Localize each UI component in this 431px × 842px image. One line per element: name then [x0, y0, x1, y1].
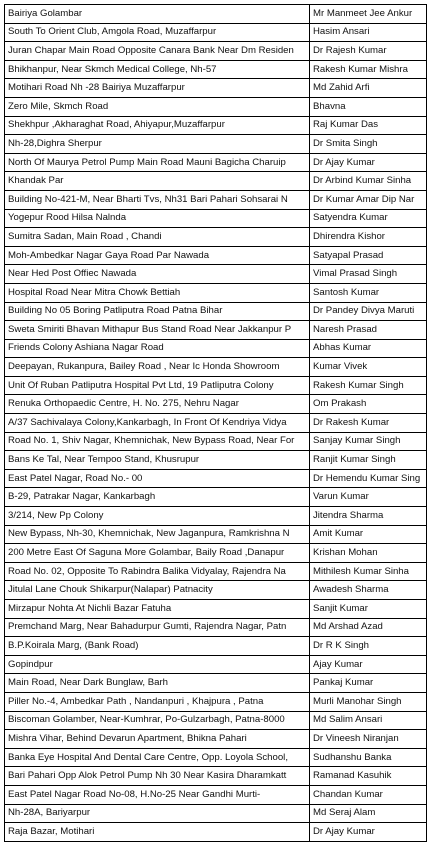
table-row — [5, 302, 427, 321]
contact-name-cell: Sanjit Kumar — [310, 600, 427, 619]
address-cell: Bans Ke Tal, Near Tempoo Stand, Khusrupur — [5, 451, 310, 470]
address-cell: Road No. 02, Opposite To Rabindra Balika Vidyalay, Rajendra Na — [5, 562, 310, 581]
table-row — [5, 432, 427, 451]
table-row — [5, 748, 427, 767]
address-cell: Building No-421-M, Near Bharti Tvs, Nh31 Bari Pahari Sohsarai N — [5, 190, 310, 209]
table-row — [5, 246, 427, 265]
contact-name-cell: Hasim Ansari — [310, 23, 427, 42]
table-row — [5, 153, 427, 172]
table-row — [5, 376, 427, 395]
table-row — [5, 228, 427, 247]
contact-name-cell: Sanjay Kumar Singh — [310, 432, 427, 451]
contact-name-cell: Abhas Kumar — [310, 339, 427, 358]
contact-name-cell: Dr Hemendu Kumar Sing — [310, 469, 427, 488]
address-cell: Bairiya Golambar — [5, 5, 310, 24]
contact-name-cell: Murli Manohar Singh — [310, 692, 427, 711]
contact-name-cell: Dr Smita Singh — [310, 135, 427, 154]
contact-name-cell: Sudhanshu Banka — [310, 748, 427, 767]
address-cell: Yogepur Rood Hilsa Nalnda — [5, 209, 310, 228]
table-row — [5, 339, 427, 358]
contact-name-cell: Ranjit Kumar Singh — [310, 451, 427, 470]
table-row — [5, 190, 427, 209]
table-row — [5, 618, 427, 637]
table-row — [5, 488, 427, 507]
table-row — [5, 172, 427, 191]
table-row — [5, 600, 427, 619]
contact-name-cell: Awadesh Sharma — [310, 581, 427, 600]
contact-name-cell: Bhavna — [310, 97, 427, 116]
address-cell: Sweta Smiriti Bhavan Mithapur Bus Stand Road Near Jakkanpur P — [5, 321, 310, 340]
table-row — [5, 451, 427, 470]
table-row — [5, 414, 427, 433]
contact-name-cell: Md Salim Ansari — [310, 711, 427, 730]
address-cell: A/37 Sachivalaya Colony,Kankarbagh, In Front Of Kendriya Vidya — [5, 414, 310, 433]
contact-name-cell: Mithilesh Kumar Sinha — [310, 562, 427, 581]
table-row — [5, 804, 427, 823]
address-cell: Khandak Par — [5, 172, 310, 191]
table-row — [5, 637, 427, 656]
table-row — [5, 60, 427, 79]
table-body — [5, 5, 427, 842]
address-cell: Near Hed Post Offiec Nawada — [5, 265, 310, 284]
address-cell: Main Road, Near Dark Bunglaw, Barh — [5, 674, 310, 693]
contact-name-cell: Pankaj Kumar — [310, 674, 427, 693]
contact-name-cell: Dr Ajay Kumar — [310, 823, 427, 842]
address-cell: North Of Maurya Petrol Pump Main Road Mauni Bagicha Charuip — [5, 153, 310, 172]
table-row — [5, 525, 427, 544]
contact-name-cell: Chandan Kumar — [310, 785, 427, 804]
table-row — [5, 730, 427, 749]
table-row — [5, 692, 427, 711]
contact-name-cell: Ramanad Kasuhik — [310, 767, 427, 786]
table-row — [5, 767, 427, 786]
table-row — [5, 79, 427, 98]
contact-name-cell: Satyendra Kumar — [310, 209, 427, 228]
table-row — [5, 42, 427, 61]
address-cell: East Patel Nagar Road No-08, H.No-25 Near Gandhi Murti- — [5, 785, 310, 804]
address-cell: South To Orient Club, Amgola Road, Muzaffarpur — [5, 23, 310, 42]
address-cell: Zero Mile, Skmch Road — [5, 97, 310, 116]
contact-name-cell: Md Zahid Arfi — [310, 79, 427, 98]
contact-name-cell: Kumar Vivek — [310, 358, 427, 377]
address-cell: Juran Chapar Main Road Opposite Canara Bank Near Dm Residen — [5, 42, 310, 61]
table-row — [5, 674, 427, 693]
contact-name-cell: Krishan Mohan — [310, 544, 427, 563]
address-cell: 200 Metre East Of Saguna More Golambar, Baily Road ,Danapur — [5, 544, 310, 563]
address-cell: Raja Bazar, Motihari — [5, 823, 310, 842]
table-row — [5, 5, 427, 24]
address-contact-table — [4, 4, 427, 842]
address-cell: Building No 05 Boring Patliputra Road Patna Bihar — [5, 302, 310, 321]
address-cell: Bari Pahari Opp Alok Petrol Pump Nh 30 Near Kasira Dharamkatt — [5, 767, 310, 786]
table-row — [5, 469, 427, 488]
address-cell: Bhikhanpur, Near Skmch Medical College, Nh-57 — [5, 60, 310, 79]
address-cell: Mirzapur Nohta At Nichli Bazar Fatuha — [5, 600, 310, 619]
contact-name-cell: Amit Kumar — [310, 525, 427, 544]
table-row — [5, 116, 427, 135]
contact-name-cell: Dr Pandey Divya Maruti — [310, 302, 427, 321]
table-row — [5, 209, 427, 228]
table-row — [5, 358, 427, 377]
table-row — [5, 283, 427, 302]
address-cell: Shekhpur ,Akharaghat Road, Ahiyapur,Muzaffarpur — [5, 116, 310, 135]
table-row — [5, 321, 427, 340]
address-cell: B.P.Koirala Marg, (Bank Road) — [5, 637, 310, 656]
contact-name-cell: Dr Vineesh Niranjan — [310, 730, 427, 749]
contact-name-cell: Varun Kumar — [310, 488, 427, 507]
address-cell: Banka Eye Hospital And Dental Care Centre, Opp. Loyola School, — [5, 748, 310, 767]
address-cell: Gopindpur — [5, 655, 310, 674]
contact-name-cell: Naresh Prasad — [310, 321, 427, 340]
table-row — [5, 97, 427, 116]
contact-name-cell: Rakesh Kumar Singh — [310, 376, 427, 395]
table-row — [5, 655, 427, 674]
table-row — [5, 544, 427, 563]
table-row — [5, 711, 427, 730]
address-cell: Moh-Ambedkar Nagar Gaya Road Par Nawada — [5, 246, 310, 265]
address-cell: Jitulal Lane Chouk Shikarpur(Nalapar) Patnacity — [5, 581, 310, 600]
contact-name-cell: Vimal Prasad Singh — [310, 265, 427, 284]
contact-name-cell: Md Seraj Alam — [310, 804, 427, 823]
contact-name-cell: Om Prakash — [310, 395, 427, 414]
table-row — [5, 265, 427, 284]
table-row — [5, 395, 427, 414]
address-cell: Unit Of Ruban Patliputra Hospital Pvt Ltd, 19 Patliputra Colony — [5, 376, 310, 395]
address-cell: Nh-28,Dighra Sherpur — [5, 135, 310, 154]
address-cell: 3/214, New Pp Colony — [5, 507, 310, 526]
contact-name-cell: Dr Kumar Amar Dip Nar — [310, 190, 427, 209]
contact-name-cell: Jitendra Sharma — [310, 507, 427, 526]
contact-name-cell: Satyapal Prasad — [310, 246, 427, 265]
address-cell: Road No. 1, Shiv Nagar, Khemnichak, New Bypass Road, Near For — [5, 432, 310, 451]
contact-name-cell: Dr R K Singh — [310, 637, 427, 656]
contact-name-cell: Dhirendra Kishor — [310, 228, 427, 247]
contact-name-cell: Dr Rajesh Kumar — [310, 42, 427, 61]
contact-name-cell: Dr Ajay Kumar — [310, 153, 427, 172]
table-row — [5, 507, 427, 526]
table-row — [5, 23, 427, 42]
address-cell: East Patel Nagar, Road No.- 00 — [5, 469, 310, 488]
contact-name-cell: Dr Arbind Kumar Sinha — [310, 172, 427, 191]
address-cell: B-29, Patrakar Nagar, Kankarbagh — [5, 488, 310, 507]
contact-name-cell: Raj Kumar Das — [310, 116, 427, 135]
address-cell: Hospital Road Near Mitra Chowk Bettiah — [5, 283, 310, 302]
address-cell: Mishra Vihar, Behind Devarun Apartment, Bhikna Pahari — [5, 730, 310, 749]
address-cell: Deepayan, Rukanpura, Bailey Road , Near Ic Honda Showroom — [5, 358, 310, 377]
contact-name-cell: Md Arshad Azad — [310, 618, 427, 637]
table-row — [5, 823, 427, 842]
table-row — [5, 562, 427, 581]
table-row — [5, 581, 427, 600]
address-cell: Sumitra Sadan, Main Road , Chandi — [5, 228, 310, 247]
table-row — [5, 785, 427, 804]
contact-name-cell: Rakesh Kumar Mishra — [310, 60, 427, 79]
address-cell: Renuka Orthopaedic Centre, H. No. 275, Nehru Nagar — [5, 395, 310, 414]
address-cell: Friends Colony Ashiana Nagar Road — [5, 339, 310, 358]
address-cell: Motihari Road Nh -28 Bairiya Muzaffarpur — [5, 79, 310, 98]
contact-name-cell: Mr Manmeet Jee Ankur — [310, 5, 427, 24]
address-cell: Nh-28A, Bariyarpur — [5, 804, 310, 823]
address-cell: Premchand Marg, Near Bahadurpur Gumti, Rajendra Nagar, Patn — [5, 618, 310, 637]
contact-name-cell: Santosh Kumar — [310, 283, 427, 302]
address-cell: Biscoman Golamber, Near-Kumhrar, Po-Gulzarbagh, Patna-8000 — [5, 711, 310, 730]
contact-name-cell: Dr Rakesh Kumar — [310, 414, 427, 433]
table-row — [5, 135, 427, 154]
address-cell: New Bypass, Nh-30, Khemnichak, New Jaganpura, Ramkrishna N — [5, 525, 310, 544]
address-cell: Piller No.-4, Ambedkar Path , Nandanpuri , Khajpura , Patna — [5, 692, 310, 711]
contact-name-cell: Ajay Kumar — [310, 655, 427, 674]
